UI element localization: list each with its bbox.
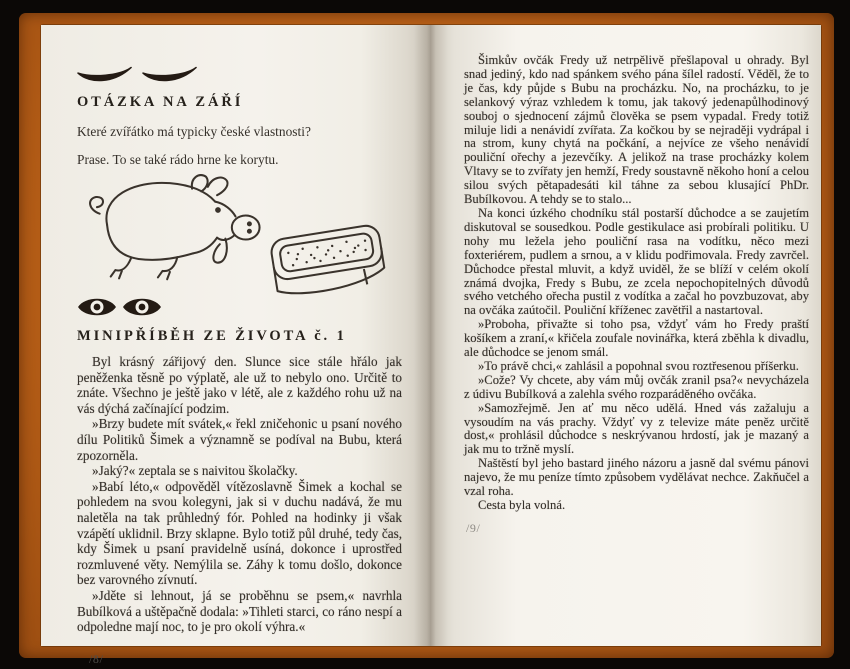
question-text: Které zvířátko má typicky české vlastnosti? [77, 124, 311, 139]
story-paragraph: Cesta byla volná. [478, 498, 566, 512]
story-paragraph: Byl krásný zářijový den. Slunce sice stále hřálo jak peněženka těsně po výplatě, ale už to nebylo ono. Určitě to znáte. Všechno je ještě jako v létě, ale z každého rohu už na vás dýchá začínající podzim. [77, 354, 402, 416]
story-paragraph: Na konci úzkého chodníku stál postarší důchodce a se zaujetím diskutoval se sousedkou. Podle gestikulace asi probírali politiku. U nohy mu ležela jeho pouliční rasa na vodítku, něco mezi foxteriérem, pudlem a srnou, a v klidu podřimovala. Fredy zavrčel. Důchodce přestal mluvit, a když uviděl, že se blíží v celém okolí známá dvojka, Fredy s Bubu, ze zcela nepochopitelných důvodů svého vetchého ořecha pustil z vodítka a začal ho povzbuzovat, aby na ovčáka zaútočil. Pouliční kříženec zavětřil a nastartoval. [464, 205, 809, 318]
open-pages [41, 25, 821, 666]
story-paragraph: »To právě chci,« zahlásil a popohnal svou roztřesenou příšerku. [478, 358, 799, 373]
answer-text: Prase. To se také rádo hrne ke korytu. [77, 152, 279, 167]
right-page-number: /9/ [466, 520, 481, 535]
pig-trough-illustration [77, 173, 402, 295]
question-heading: OTÁZKA NA ZÁŘÍ [77, 94, 244, 110]
story-paragraph: »Cože? Vy chcete, aby vám můj ovčák zranil psa?« nevycházela z údivu Bubílková a zalehla svého rozparáděného ovčáka. [464, 372, 809, 401]
left-page-story-text [77, 354, 402, 635]
story-paragraph: »Samozřejmě. Jen ať mu něco udělá. Hned vás zažaluju a vysoudím na vás prachy. Vždyť vy z televize máte peněz určitě dost,« prohlásil důchodce s neskrývanou hrdostí, jak je mazaný a jak mu to tržně myslí. [464, 400, 809, 457]
right-page-story-text [464, 25, 809, 513]
closed-eye-icon [77, 63, 133, 85]
story-paragraph: »Brzy budete mít svátek,« řekl zničehonic u psaní nového dílu Politiků Šimek a významně se podíval na Bubu, která zpozorněla. [77, 416, 402, 463]
story-paragraph: Naštěstí byl jeho bastard jiného názoru a jasně dal svému pánovi najevo, že mu peníze tímto způsobem vydělávat nechce. Zakňučel a vzal roha. [464, 456, 809, 499]
story-paragraph: »Jaký?« zeptala se s naivitou školačky. [92, 463, 298, 479]
right-page [431, 25, 821, 646]
story-heading: MINIPŘÍBĚH ZE ŽIVOTA č. 1 [77, 328, 347, 344]
left-page-number: /8/ [89, 651, 104, 666]
left-page-content [77, 25, 402, 667]
story-paragraph: »Babí léto,« odpověděl vítězoslavně Šimek a kochal se pohledem na svou kolegyni, jak si v duchu nadává, že mu naletěla na tak průhledný fór. Pohled na hodinky ji však vzápětí uklidnil. Brzy sklapne. Bylo totiž půl druhé, tedy čas, kdy Šimek u psaní pravidelně usíná, dokonce i uprostřed rozmluvené věty. Nemýlila se. Záhy k tomu došlo, dokonce bez varovného zívnutí. [77, 478, 402, 588]
book-cover-edge [19, 13, 834, 666]
open-eye-icon [77, 295, 117, 319]
pig-running-to-trough-icon [77, 173, 407, 295]
story-paragraph: »Jděte si lehnout, já se proběhnu se psem,« navrhla Bubílková a uštěpačně dodala: »Tihleti starci, co ráno nespí a odpoledne mají noc, to je pro okolí výhra.« [77, 587, 402, 635]
right-page-content [464, 25, 809, 536]
open-eyes-ornament [77, 295, 402, 319]
story-paragraph: »Proboha, přivažte si toho psa, vždyť vám ho Fredy praští košíkem a zraní,« křičela zoufale novinářka, která zběhla k divadlu, ale důchodce se jenom smál. [464, 317, 809, 360]
closed-eye-icon [142, 63, 198, 85]
open-eye-icon [122, 295, 162, 319]
closed-eyes-ornament [77, 63, 402, 85]
left-page [41, 25, 431, 666]
story-paragraph: Šimkův ovčák Fredy už netrpělivě přešlapoval u ohrady. Byl snad jediný, kdo nad spánkem svého pána šílel radostí. Věděl, že to je čas, kdy půjde s Bubu na procházku. No, na procházku, to je selankový výraz vzhledem k tomu, jak takový jedenapůlhodinový souboj o sjednocení zájmů člověka se psem vypadal. Fredy totiž miluje lidi a nenávidí zvířata. Za kočkou by se nejraději vydrápal i na strom, kuny chytá na počkání, a nejvíce ze všeho nenávidí pouliční ořechy a jezevčíky. A jelikož na trase procházky kolem Vltavy se to zvířaty jen hemží, Fredy soustavně někoho honí a celou silou svých pětapadesáti kil táhne za sebou klusající PhDr. Bubílkovou. A tehdy se to stalo... [464, 53, 809, 207]
